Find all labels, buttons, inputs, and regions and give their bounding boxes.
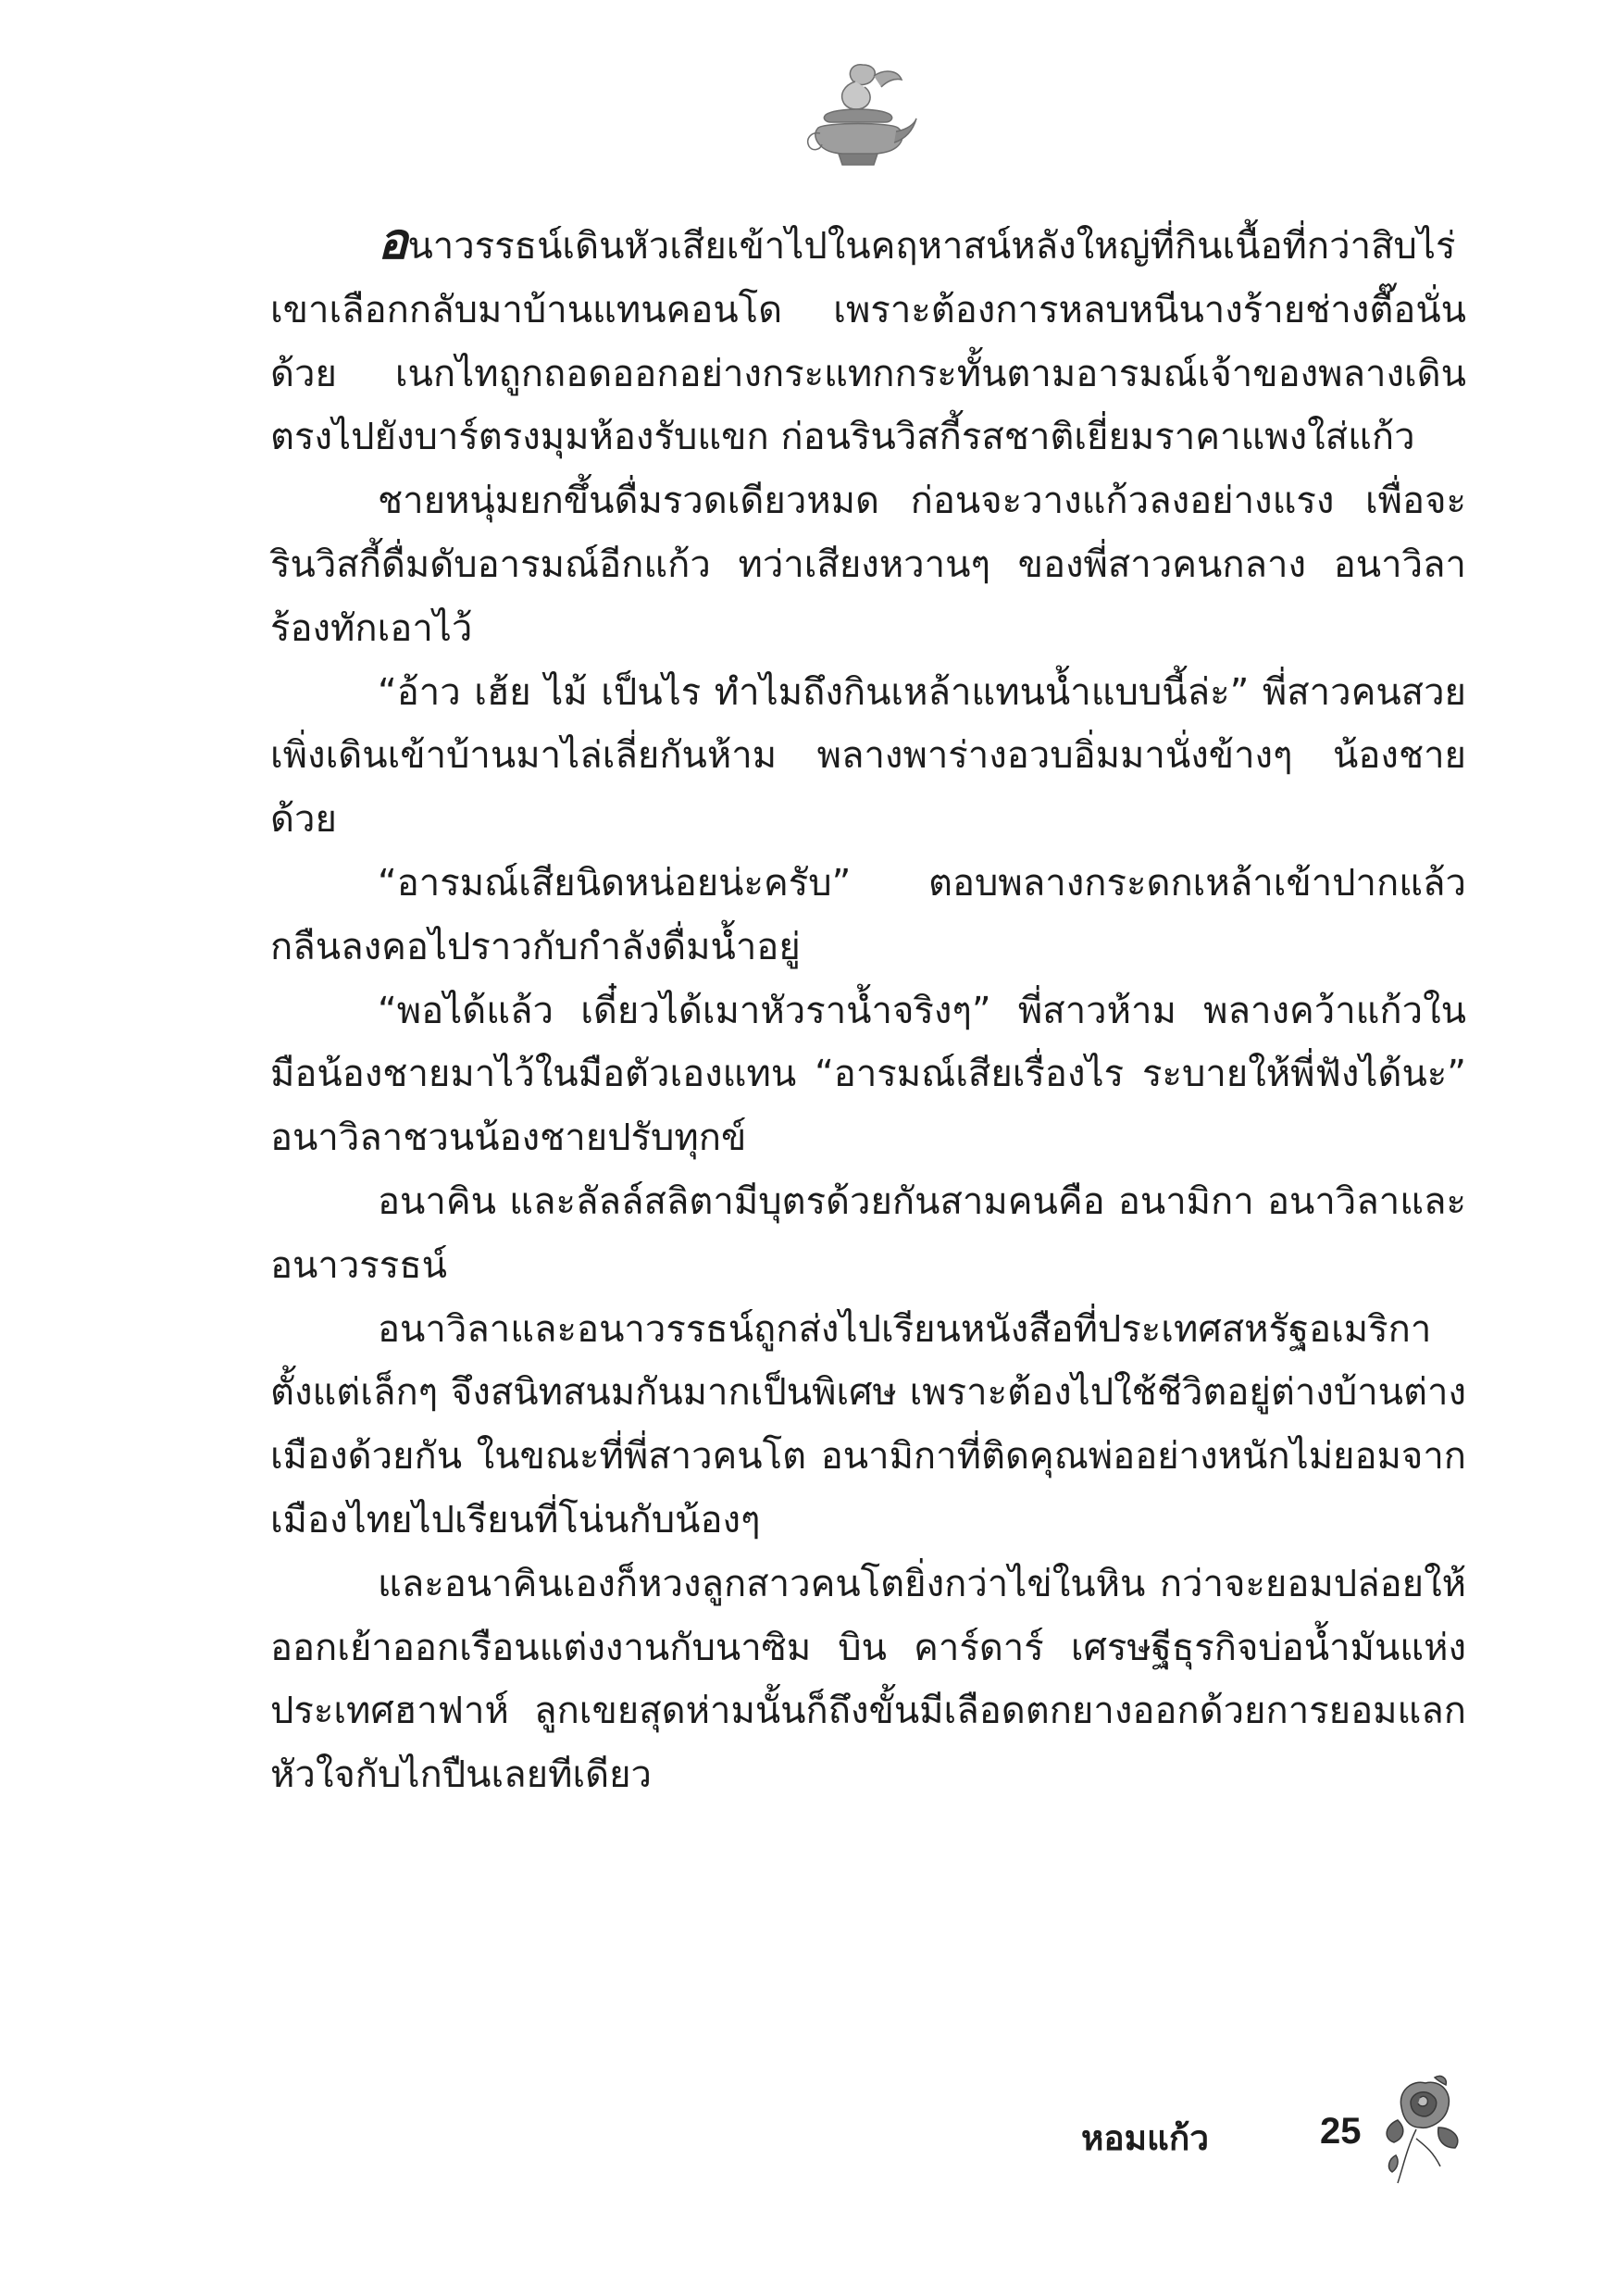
paragraph: อนาวรรธน์เดินหัวเสียเข้าไปในคฤหาสน์หลังใหญ่ที่กินเนื้อที่กว่าสิบไร่ เขาเลือกกลับมาบ้านแทนคอนโด เพราะต้องการหลบหนีนางร้ายช่างตื๊อนั่นด้วย เนกไทถูกถอดออกอย่างกระแทกกระทั้นตามอารมณ์เจ้าของพลางเดินตรงไปยังบาร์ตรงมุมห้องรับแขก ก่อนรินวิสกี้รสชาติเยี่ยมราคาแพงใส่แก้ว [270,214,1466,459]
paragraph: “พอได้แล้ว เดี๋ยวได้เมาหัวราน้ำจริงๆ” พี่สาวห้าม พลางคว้าแก้วในมือน้องชายมาไว้ในมือตัวเองแทน “อารมณ์เสียเรื่องไร ระบายให้พี่ฟังได้นะ” อนาวิลาชวนน้องชายปรับทุกข์ [270,989,1466,1160]
paragraph: อนาคิน และลัลล์สลิตามีบุตรด้วยกันสามคนคือ อนามิกา อนาวิลาและอนาวรรธน์ [270,1179,1466,1287]
paragraph: และอนาคินเองก็หวงลูกสาวคนโตยิ่งกว่าไข่ในหิน กว่าจะยอมปล่อยให้ออกเย้าออกเรือนแต่งงานกับนาซิม บิน คาร์ดาร์ เศรษฐีธุรกิจบ่อน้ำมันแห่งประเทศฮาฟาห์ ลูกเขยสุดห่ามนั้นก็ถึงขั้นมีเลือดตกยางออกด้วยการยอมแลกหัวใจกับไกปืนเลยทีเดียว [270,1562,1466,1797]
book-title: หอมแก้ว [1081,2118,1210,2158]
paragraph: อนาวิลาและอนาวรรธน์ถูกส่งไปเรียนหนังสือที่ประเทศสหรัฐอเมริกาตั้งแต่เล็กๆ จึงสนิทสนมกันมากเป็นพิเศษ เพราะต้องไปใช้ชีวิตอยู่ต่างบ้านต่างเมืองด้วยกัน ในขณะที่พี่สาวคนโต อนามิกาที่ติดคุณพ่ออย่างหนักไม่ยอมจากเมืองไทยไปเรียนที่โน่นกับน้องๆ [270,1307,1466,1541]
paragraph: ชายหนุ่มยกขึ้นดื่มรวดเดียวหมด ก่อนจะวางแก้วลงอย่างแรง เพื่อจะรินวิสกี้ดื่มดับอารมณ์อีกแก้ว ทว่าเสียงหวานๆ ของพี่สาวคนกลาง อนาวิลาร้องทักเอาไว้ [270,480,1466,650]
page-number: 25 [1320,2111,1362,2152]
drop-cap: อ [378,214,408,269]
story-text [270,215,1466,1807]
genie-lamp-icon [798,57,918,170]
paragraph: “อารมณ์เสียนิดหน่อยน่ะครับ” ตอบพลางกระดกเหล้าเข้าปากแล้วกลืนลงคอไปราวกับกำลังดื่มน้ำอยู่ [270,861,1466,968]
paragraph: “อ้าว เฮ้ย ไม้ เป็นไร ทำไมถึงกินเหล้าแทนน้ำแบบนี้ล่ะ” พี่สาวคนสวยเพิ่งเดินเข้าบ้านมาไล่เลี่ยกันห้าม พลางพาร่างอวบอิ่มมานั่งข้างๆ น้องชายด้วย [270,670,1466,842]
page-footer [1064,2074,1481,2194]
rose-icon [1379,2074,1468,2185]
